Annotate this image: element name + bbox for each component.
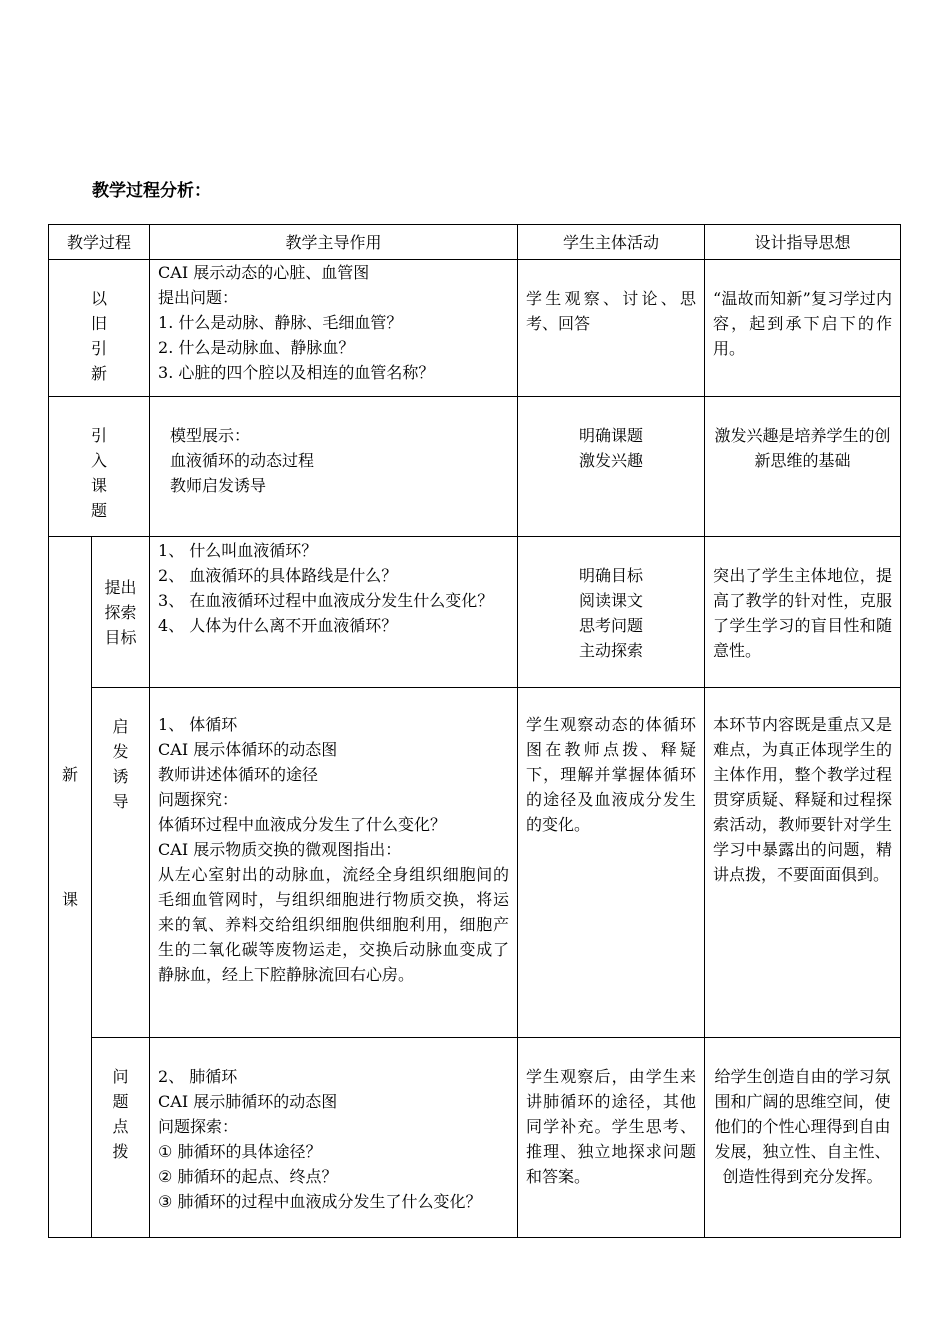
teacher-cell: CAI 展示动态的心脏、血管图 提出问题： 1. 什么是动脉、静脉、毛细血管？ 2. 什么是动脉血、静脉血？ 3. 心脏的四个腔以及相连的血管名称？ bbox=[150, 260, 518, 397]
header-student: 学生主体活动 bbox=[518, 225, 705, 260]
teaching-process-table bbox=[48, 224, 901, 1238]
teacher-cell bbox=[150, 537, 518, 688]
student-cell: 学生观察动态的体循环图在教师点拨、释疑下，理解并掌握体循环的途径及血液成分发生的变化。 bbox=[518, 688, 705, 1038]
table-row bbox=[49, 260, 901, 397]
table-row bbox=[49, 537, 901, 688]
design-cell: 本环节内容既是重点又是难点，为真正体现学生的主体作用，整个教学过程贯穿质疑、释疑和过程探索活动，教师要针对学生学习中暴露出的问题，精讲点拨，不要面面俱到。 bbox=[705, 688, 901, 1038]
header-teacher: 教学主导作用 bbox=[150, 225, 518, 260]
question-list: 1. 什么是动脉、静脉、毛细血管？ 2. 什么是动脉血、静脉血？ 3. 心脏的四个腔以及相连的血管名称？ bbox=[158, 313, 435, 382]
pulmonary-question-list: ① 肺循环的具体途径？ ② 肺循环的起点、终点？ ③ 肺循环的过程中血液成分发生了什么变化？ bbox=[158, 1142, 482, 1211]
page-heading: 教学过程分析： bbox=[92, 181, 211, 201]
new-lesson-cell: 新 课 bbox=[49, 537, 92, 1238]
design-cell: 给学生创造自由的学习氛围和广阔的思维空间，使他们的个性心理得到自由发展，独立性、自主性、创造性得到充分发挥。 bbox=[705, 1038, 901, 1238]
design-cell: “温故而知新”复习学过内容，起到承下启下的作用。 bbox=[705, 260, 901, 397]
design-cell: 突出了学生主体地位，提高了教学的针对性，克服了学生学习的盲目性和随意性。 bbox=[705, 537, 901, 688]
student-cell: 学生观察、讨论、思考、回答 bbox=[518, 260, 705, 397]
stage-cell: 引 入 课 题 bbox=[49, 397, 150, 537]
table-header-row bbox=[49, 225, 901, 260]
teacher-cell: 模型展示： 血液循环的动态过程 教师启发诱导 bbox=[150, 397, 518, 537]
table-row bbox=[49, 688, 901, 1038]
sub-stage-cell: 问 题 点 拨 bbox=[92, 1038, 150, 1238]
teacher-cell: 2、 肺循环 CAI 展示肺循环的动态图 问题探索： ① 肺循环的具体途径？ ② 肺循环的起点、终点？ ③ 肺循环的过程中血液成分发生了什么变化？ bbox=[150, 1038, 518, 1238]
design-cell: 激发兴趣是培养学生的创新思维的基础 bbox=[705, 397, 901, 537]
table-row bbox=[49, 397, 901, 537]
student-cell: 明确课题 激发兴趣 bbox=[518, 397, 705, 537]
sub-stage-cell: 提出 探索 目标 bbox=[92, 537, 150, 688]
header-design: 设计指导思想 bbox=[705, 225, 901, 260]
teacher-cell: 1、 体循环 CAI 展示体循环的动态图 教师讲述体循环的途径 问题探究： 体循环过程中血液成分发生了什么变化？ CAI 展示物质交换的微观图指出： 从左心室射出的动脉血，流经全身组织细胞间的毛细血管网时，与组织细胞进行物质交换，将运来的氧、养料交给组织细胞供细胞利用，细胞产生的二氧化碳等废物运走，交换后动脉血变成了静脉血，经上下腔静脉流回右心房。 bbox=[150, 688, 518, 1038]
student-cell: 学生观察后，由学生来讲肺循环的途径，其他同学补充。学生思考、推理、独立地探求问题和答案。 bbox=[518, 1038, 705, 1238]
table-row bbox=[49, 1038, 901, 1238]
header-stage: 教学过程 bbox=[49, 225, 150, 260]
student-cell: 明确目标 阅读课文 思考问题 主动探索 bbox=[518, 537, 705, 688]
sub-stage-cell: 启 发 诱 导 bbox=[92, 688, 150, 1038]
stage-cell: 以 旧 引 新 bbox=[49, 260, 150, 397]
objective-list: 1、 什么叫血液循环？ 2、 血液循环的具体路线是什么？ 3、 在血液循环过程中血液成分发生什么变化？ 4、 人体为什么离不开血液循环？ bbox=[158, 541, 494, 635]
